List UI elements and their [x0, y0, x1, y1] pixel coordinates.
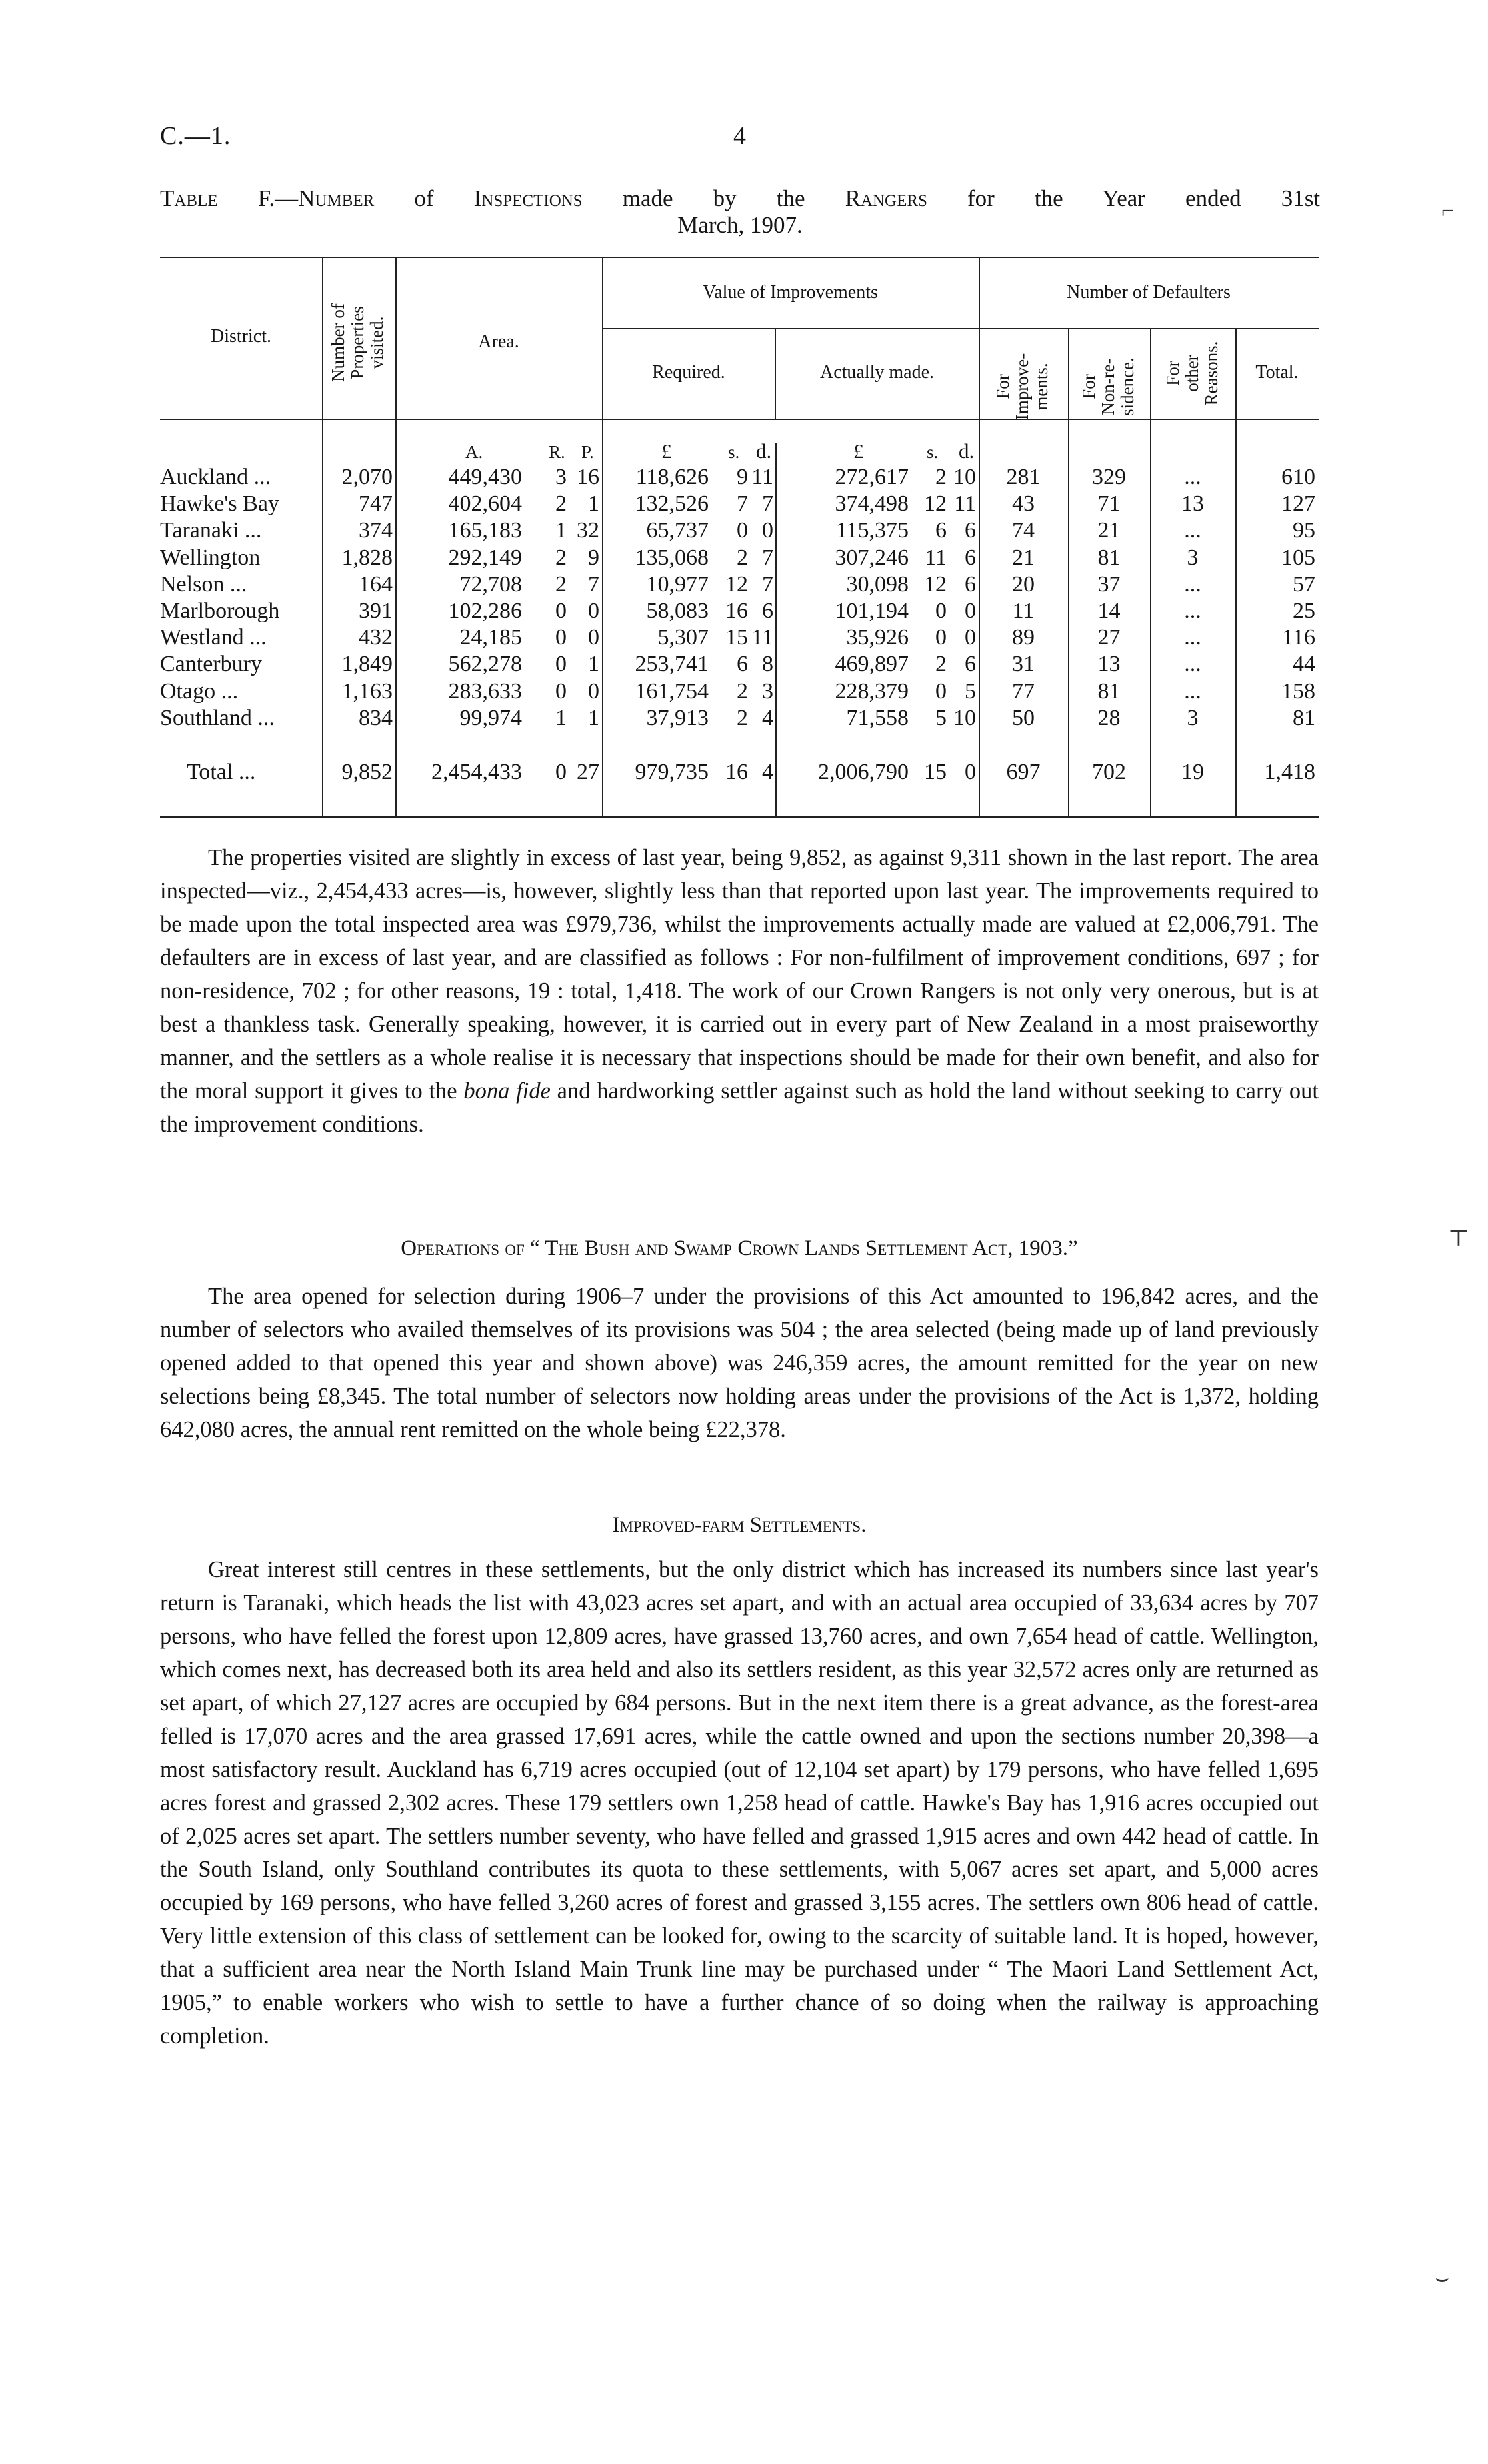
title-word: the: [1034, 185, 1063, 211]
cell-perches: 0: [588, 678, 599, 704]
cell-required-pence: 6: [762, 599, 773, 623]
cell-required-pounds: 118,626: [635, 465, 709, 489]
title-word: by: [713, 185, 737, 211]
cell-defaulters-improvements: 11: [1012, 599, 1035, 623]
margin-mark: ⌣: [1435, 2266, 1450, 2291]
title-word: of: [414, 185, 434, 211]
cell-roods: 0: [555, 678, 567, 704]
unit-acres: A.: [465, 442, 483, 462]
margin-mark: ⊤: [1448, 1226, 1469, 1251]
cell-required-pounds: 161,754: [635, 678, 709, 704]
cell-made-shillings: 6: [935, 518, 947, 543]
cell-required-pence: 7: [762, 491, 773, 517]
cell-acres: 283,633: [448, 678, 522, 704]
cell-defaulters-other: ...: [1184, 599, 1201, 623]
cell-defaulters-other: 3: [1187, 545, 1199, 570]
cell-roods: 2: [555, 545, 567, 570]
cell-defaulters-nonresidence: 702: [1092, 760, 1126, 784]
cell-required-pence: 4: [762, 760, 773, 784]
cell-defaulters-improvements: 77: [1012, 678, 1035, 704]
cell-roods: 0: [555, 652, 567, 677]
cell-defaulters-nonresidence: 21: [1097, 518, 1121, 543]
cell-roods: 2: [555, 491, 567, 517]
cell-district: Taranaki ...: [160, 518, 262, 543]
cell-made-pence: 5: [965, 678, 976, 704]
paragraph-inspections: The properties visited are slightly in excess of last year, being 9,852, as against 9,311 shown in the last report. The area inspected—viz., 2,454,433 acres—is, however, slightly less than that reported upon last year. The improvements required to be made upon the total inspected area was £979,736, whilst the improvements actually made are valued at £2,006,791. The defaulters are in excess of last year, and are classified as follows : For non-fulfilment of improvement conditions, 697 ; for non-residence, 702 ; for other reasons, 19 : total, 1,418. The work of our Crown Rangers is not only very onerous, but is at best a thankless task. Generally speaking, however, it is carried out in every part of New Zealand in a most praiseworthy manner, and the settlers as a whole realise it is necessary that inspections should be made for their own benefit, and also for the moral support it gives to the bona fide and hardworking settler against such as hold the land without seeking to carry out the improvement conditions.: [160, 845, 1319, 1137]
cell-made-shillings: 15: [924, 760, 947, 784]
cell-defaulters-nonresidence: 329: [1092, 465, 1126, 489]
cell-defaulters-other: ...: [1184, 518, 1201, 543]
cell-made-pounds: 307,246: [835, 545, 909, 570]
header-district: District.: [211, 326, 271, 347]
cell-defaulters-other: ...: [1184, 465, 1201, 489]
cell-properties: 747: [359, 491, 393, 517]
cell-required-pence: 4: [762, 705, 773, 730]
heading-improved-farm: Improved-farm Settlements.: [612, 1513, 867, 1537]
cell-defaulters-nonresidence: 71: [1097, 491, 1121, 517]
cell-roods: 3: [555, 465, 567, 489]
cell-defaulters-improvements: 89: [1012, 625, 1035, 650]
cell-perches: 32: [577, 518, 599, 543]
cell-district: Westland ...: [160, 625, 267, 650]
cell-roods: 0: [555, 760, 567, 784]
cell-made-pence: 6: [965, 518, 976, 543]
cell-perches: 1: [588, 652, 599, 677]
cell-district: Nelson ...: [160, 571, 247, 597]
cell-made-pence: 0: [965, 599, 976, 623]
cell-required-shillings: 16: [725, 599, 748, 623]
cell-made-pounds: 2,006,790: [818, 760, 909, 784]
cell-required-shillings: 0: [737, 518, 748, 543]
cell-required-pence: 8: [762, 652, 773, 677]
cell-required-pence: 3: [762, 678, 773, 704]
cell-defaulters-improvements: 31: [1012, 652, 1035, 677]
cell-required-pounds: 135,068: [635, 545, 709, 570]
cell-defaulters-improvements: 697: [1006, 760, 1041, 784]
cell-defaulters-other: ...: [1184, 652, 1201, 677]
cell-required-pounds: 132,526: [635, 491, 709, 517]
cell-required-pence: 7: [762, 545, 773, 570]
document-reference: C.—1.: [160, 122, 231, 150]
cell-made-shillings: 0: [935, 599, 947, 623]
cell-properties: 432: [359, 625, 393, 650]
cell-made-pence: 6: [965, 652, 976, 677]
cell-made-pence: 0: [965, 625, 976, 650]
cell-made-pounds: 115,375: [835, 518, 909, 543]
cell-required-pence: 7: [762, 571, 773, 597]
cell-acres: 402,604: [448, 491, 522, 517]
page-number: 4: [733, 122, 746, 150]
unit-pence-required: d.: [756, 439, 772, 463]
cell-acres: 165,183: [448, 518, 522, 543]
cell-perches: 1: [588, 491, 599, 517]
cell-required-shillings: 2: [737, 705, 748, 730]
cell-defaulters-other: ...: [1184, 625, 1201, 650]
cell-properties: 2,070: [341, 465, 393, 489]
cell-defaulters-nonresidence: 13: [1097, 652, 1121, 677]
header-for-non-residence: For Non-re- sidence.: [1079, 357, 1137, 416]
title-word: ended: [1185, 185, 1241, 211]
cell-perches: 27: [577, 760, 599, 784]
cell-defaulters-improvements: 20: [1012, 571, 1035, 597]
table-top-rule: [160, 257, 1319, 258]
header-area: Area.: [478, 331, 519, 352]
italic-phrase: bona fide: [463, 1078, 551, 1104]
cell-defaulters-nonresidence: 14: [1097, 599, 1121, 623]
inspections-table: [160, 257, 1319, 816]
cell-district: Auckland ...: [160, 465, 271, 489]
cell-district: Wellington: [160, 545, 261, 570]
unit-pounds-required: £: [661, 439, 672, 463]
cell-defaulters-other: 3: [1187, 705, 1199, 730]
cell-acres: 292,149: [448, 545, 522, 570]
cell-required-pounds: 37,913: [646, 705, 709, 730]
cell-made-shillings: 2: [935, 465, 947, 489]
cell-made-shillings: 0: [935, 625, 947, 650]
header-for-improvements: For Improve- ments.: [993, 353, 1051, 421]
cell-defaulters-total: 116: [1282, 625, 1315, 650]
title-word: Year: [1102, 185, 1145, 211]
cell-defaulters-other: 13: [1181, 491, 1204, 517]
cell-required-shillings: 7: [737, 491, 748, 517]
cell-required-pence: 11: [751, 625, 773, 650]
cell-perches: 1: [588, 705, 599, 730]
cell-defaulters-total: 1,418: [1264, 760, 1315, 784]
title-word: F.—Number: [257, 185, 375, 211]
cell-made-pounds: 272,617: [835, 465, 909, 489]
cell-defaulters-other: ...: [1184, 571, 1201, 597]
cell-properties: 1,163: [341, 678, 393, 704]
cell-properties: 9,852: [341, 760, 393, 784]
table-title: [160, 185, 1320, 212]
unit-pounds-made: £: [853, 439, 864, 463]
cell-properties: 374: [359, 518, 393, 543]
cell-made-pence: 10: [953, 705, 976, 730]
cell-acres: 2,454,433: [431, 760, 522, 784]
cell-defaulters-total: 610: [1281, 465, 1315, 489]
cell-properties: 834: [359, 705, 393, 730]
paragraph-bush-swamp: The area opened for selection during 1906–7 under the provisions of this Act amounted to 196,842 acres, and the number of selectors who availed themselves of its provisions was 504 ; the area selected (being made up of land previously opened added to that opened this year and shown above) was 246,359 acres, the amount remitted for the year on new selections being £8,345. The total number of selectors now holding areas under the provisions of the Act is 1,372, holding 642,080 acres, the annual rent remitted on the whole being £22,378.: [160, 1284, 1319, 1442]
title-word: 31st: [1281, 185, 1321, 211]
unit-shillings-made: s.: [927, 442, 939, 462]
cell-made-pence: 0: [965, 760, 976, 784]
title-word: for: [967, 185, 995, 211]
cell-made-pounds: 35,926: [846, 625, 909, 650]
header-actually-made: Actually made.: [819, 362, 935, 383]
cell-defaulters-nonresidence: 28: [1097, 705, 1121, 730]
title-word: the: [776, 185, 805, 211]
cell-perches: 0: [588, 599, 599, 623]
cell-made-shillings: 12: [924, 491, 947, 517]
cell-roods: 1: [555, 518, 567, 543]
cell-defaulters-improvements: 21: [1012, 545, 1035, 570]
table-title-line2: March, 1907.: [677, 212, 803, 238]
header-value-of-improvements: Value of Improvements: [703, 282, 878, 303]
cell-acres: 102,286: [448, 599, 522, 623]
table-sub-rule: [602, 328, 1319, 329]
cell-made-pence: 10: [953, 465, 976, 489]
cell-made-shillings: 12: [924, 571, 947, 597]
unit-perches: P.: [581, 442, 594, 462]
cell-defaulters-nonresidence: 37: [1097, 571, 1121, 597]
cell-defaulters-improvements: 43: [1012, 491, 1035, 517]
cell-made-shillings: 11: [925, 545, 947, 570]
cell-defaulters-nonresidence: 81: [1097, 678, 1121, 704]
cell-properties: 1,849: [341, 652, 393, 677]
cell-perches: 16: [577, 465, 599, 489]
cell-made-pounds: 228,379: [835, 678, 909, 704]
cell-made-shillings: 5: [935, 705, 947, 730]
cell-defaulters-total: 105: [1281, 545, 1315, 570]
margin-mark: ⌐: [1441, 199, 1455, 223]
cell-required-shillings: 2: [737, 678, 748, 704]
heading-bush-swamp-act: Operations of “ The Bush and Swamp Crown Lands Settlement Act, 1903.”: [401, 1236, 1078, 1260]
cell-acres: 72,708: [459, 571, 522, 597]
cell-made-pence: 6: [965, 571, 976, 597]
cell-district: Southland ...: [160, 705, 275, 730]
header-for-other-reasons: For other Reasons.: [1163, 341, 1221, 406]
cell-defaulters-total: 81: [1293, 705, 1315, 730]
cell-required-pounds: 58,083: [646, 599, 709, 623]
cell-required-shillings: 6: [737, 652, 748, 677]
cell-required-pounds: 253,741: [635, 652, 709, 677]
cell-required-shillings: 15: [725, 625, 748, 650]
cell-defaulters-improvements: 74: [1012, 518, 1035, 543]
cell-district: Hawke's Bay: [160, 491, 279, 517]
header-total: Total.: [1255, 362, 1299, 383]
cell-defaulters-total: 57: [1293, 571, 1315, 597]
cell-properties: 1,828: [341, 545, 393, 570]
cell-required-pence: 0: [762, 518, 773, 543]
cell-roods: 0: [555, 599, 567, 623]
unit-shillings-required: s.: [728, 442, 740, 462]
cell-roods: 2: [555, 571, 567, 597]
cell-required-pounds: 979,735: [635, 760, 709, 784]
cell-made-pounds: 71,558: [846, 705, 909, 730]
cell-made-shillings: 0: [935, 678, 947, 704]
cell-properties: 391: [359, 599, 393, 623]
cell-required-pounds: 65,737: [646, 518, 709, 543]
cell-made-pence: 6: [965, 545, 976, 570]
cell-required-shillings: 2: [737, 545, 748, 570]
cell-made-pounds: 30,098: [846, 571, 909, 597]
title-word: Inspections: [473, 185, 583, 211]
cell-defaulters-total: 127: [1281, 491, 1315, 517]
header-required: Required.: [652, 362, 725, 383]
cell-made-pounds: 374,498: [835, 491, 909, 517]
cell-perches: 0: [588, 625, 599, 650]
title-word: Rangers: [845, 185, 927, 211]
cell-district: Otago ...: [160, 678, 239, 704]
cell-required-shillings: 12: [725, 571, 748, 597]
cell-required-pounds: 5,307: [657, 625, 709, 650]
cell-made-pence: 11: [954, 491, 976, 517]
header-properties: Number of Properties visited.: [328, 303, 387, 382]
unit-roods: R.: [549, 442, 565, 462]
cell-defaulters-total: 44: [1293, 652, 1315, 677]
table-bottom-rule: [160, 816, 1319, 818]
cell-defaulters-nonresidence: 27: [1097, 625, 1121, 650]
cell-defaulters-total: 158: [1281, 678, 1315, 704]
cell-district: Total ...: [187, 760, 256, 784]
cell-made-shillings: 2: [935, 652, 947, 677]
cell-perches: 9: [588, 545, 599, 570]
cell-roods: 0: [555, 625, 567, 650]
cell-defaulters-improvements: 50: [1012, 705, 1035, 730]
cell-perches: 7: [588, 571, 599, 597]
title-word: Table: [160, 185, 218, 211]
cell-acres: 24,185: [459, 625, 522, 650]
cell-defaulters-nonresidence: 81: [1097, 545, 1121, 570]
cell-made-pounds: 469,897: [835, 652, 909, 677]
cell-defaulters-other: ...: [1184, 678, 1201, 704]
cell-defaulters-total: 95: [1293, 518, 1315, 543]
paragraph-improved-farm: Great interest still centres in these settlements, but the only district which has increased its numbers since last year's return is Taranaki, which heads the list with 43,023 acres set apart, and with an actual area occupied of 33,634 acres by 707 persons, who have felled the forest upon 12,809 acres, have grassed 13,760 acres, and own 7,654 head of cattle. Wellington, which comes next, has decreased both its area held and also its settlers resident, as this year 32,572 acres only are returned as set apart, of which 27,127 acres are occupied by 684 persons. But in the next item there is a great advance, as the forest-area felled is 17,070 acres and the area grassed 17,691 acres, while the cattle owned and upon the sections number 20,398—a most satisfactory result. Auckland has 6,719 acres occupied (out of 12,104 set apart) by 179 persons, who have felled 1,695 acres forest and grassed 2,302 acres. These 179 settlers own 1,258 head of cattle. Hawke's Bay has 1,916 acres occupied out of 2,025 acres set apart. The settlers number seventy, who have felled and grassed 1,915 acres and own 442 head of cattle. In the South Island, only Southland contributes its quota to these settlements, with 5,067 acres set apart, and 5,000 acres occupied by 169 persons, who have felled 3,260 acres of forest and grassed 3,155 acres. The settlers own 806 head of cattle. Very little extension of this class of settlement can be looked for, owing to the scarcity of suitable land. It is hoped, however, that a sufficient area near the North Island Main Trunk line may be purchased under “ The Maori Land Settlement Act, 1905,” to enable workers who wish to settle to have a further chance of so doing when the railway is approaching completion.: [160, 1557, 1319, 2049]
cell-defaulters-other: 19: [1181, 760, 1204, 784]
cell-defaulters-improvements: 281: [1006, 465, 1041, 489]
cell-defaulters-total: 25: [1293, 599, 1315, 623]
cell-required-pounds: 10,977: [646, 571, 709, 597]
cell-required-shillings: 16: [725, 760, 748, 784]
cell-district: Marlborough: [160, 599, 280, 623]
cell-made-pounds: 101,194: [835, 599, 909, 623]
cell-required-pence: 11: [751, 465, 773, 489]
cell-roods: 1: [555, 705, 567, 730]
header-number-of-defaulters: Number of Defaulters: [1067, 282, 1231, 303]
cell-district: Canterbury: [160, 652, 262, 677]
unit-pence-made: d.: [959, 439, 975, 463]
title-word: made: [622, 185, 673, 211]
cell-acres: 449,430: [448, 465, 522, 489]
cell-required-shillings: 9: [737, 465, 748, 489]
cell-acres: 562,278: [448, 652, 522, 677]
cell-properties: 164: [359, 571, 393, 597]
cell-acres: 99,974: [459, 705, 522, 730]
